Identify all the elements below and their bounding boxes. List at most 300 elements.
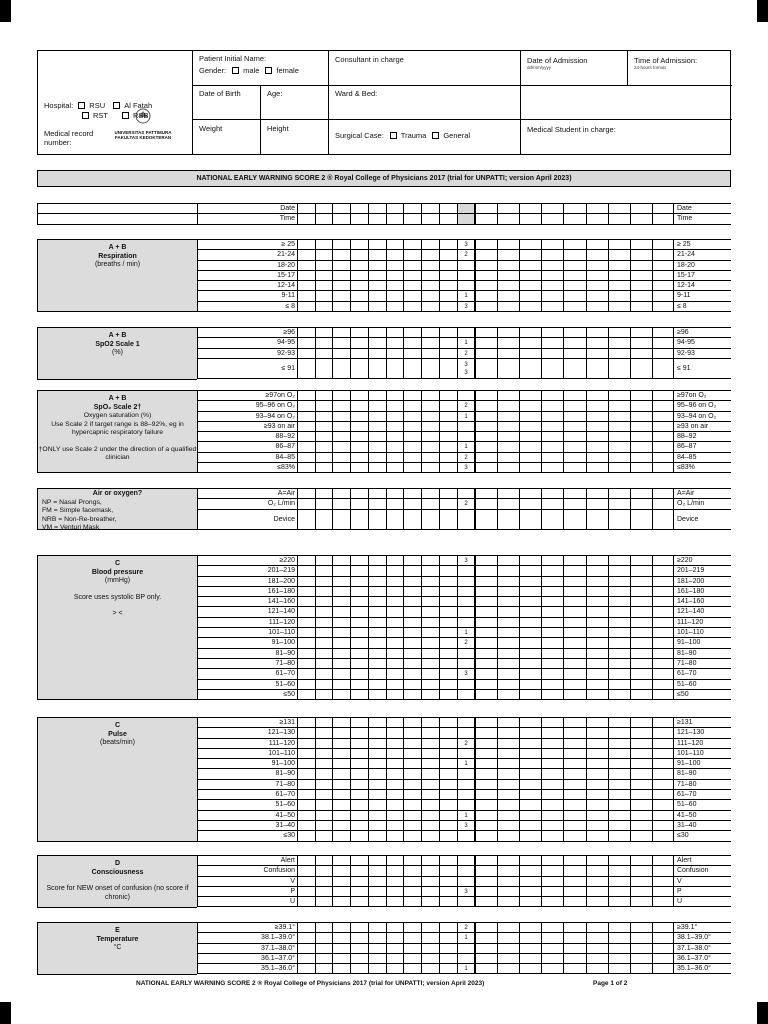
observation-cell[interactable] — [403, 933, 421, 942]
observation-cell[interactable] — [421, 204, 439, 213]
observation-cell[interactable] — [608, 328, 630, 337]
observation-cell[interactable] — [350, 359, 368, 379]
observation-cell[interactable] — [608, 739, 630, 748]
observation-cell[interactable] — [386, 618, 404, 627]
observation-cell[interactable] — [586, 250, 608, 259]
observation-cell[interactable] — [439, 204, 457, 213]
observation-cell[interactable] — [439, 790, 457, 799]
observation-cell[interactable] — [563, 790, 585, 799]
observation-cell[interactable] — [586, 556, 608, 565]
observation-cell[interactable] — [652, 649, 674, 658]
observation-cell[interactable] — [475, 769, 497, 778]
observation-cell[interactable] — [332, 866, 350, 875]
observation-cell[interactable] — [386, 954, 404, 963]
observation-cell[interactable] — [475, 933, 497, 942]
observation-cell[interactable] — [563, 628, 585, 637]
observation-cell[interactable] — [563, 669, 585, 678]
observation-cell[interactable] — [541, 240, 563, 249]
observation-cell[interactable] — [519, 302, 541, 311]
observation-cell[interactable] — [386, 944, 404, 953]
observation-cell[interactable] — [350, 422, 368, 431]
observation-cell[interactable] — [541, 432, 563, 441]
observation-cell[interactable] — [563, 649, 585, 658]
observation-cell[interactable] — [386, 933, 404, 942]
observation-cell[interactable] — [315, 499, 333, 508]
observation-cell[interactable] — [315, 204, 333, 213]
observation-cell[interactable] — [368, 271, 386, 280]
observation-cell[interactable] — [608, 453, 630, 462]
observation-cell[interactable] — [439, 359, 457, 379]
observation-cell[interactable] — [608, 638, 630, 647]
observation-cell[interactable] — [350, 780, 368, 789]
observation-cell[interactable] — [497, 669, 519, 678]
observation-cell[interactable] — [332, 338, 350, 347]
observation-cell[interactable] — [541, 499, 563, 508]
observation-cell[interactable] — [563, 281, 585, 290]
observation-cell[interactable] — [652, 597, 674, 606]
observation-cell[interactable] — [403, 204, 421, 213]
observation-cell[interactable] — [497, 499, 519, 508]
observation-cell[interactable] — [630, 811, 652, 820]
observation-cell[interactable] — [297, 607, 315, 616]
observation-cell[interactable] — [519, 821, 541, 830]
observation-cell[interactable] — [563, 442, 585, 451]
observation-cell[interactable] — [519, 790, 541, 799]
observation-cell[interactable] — [332, 453, 350, 462]
observation-cell[interactable] — [386, 759, 404, 768]
observation-cell[interactable] — [608, 271, 630, 280]
observation-cell[interactable] — [630, 328, 652, 337]
observation-cell[interactable] — [332, 250, 350, 259]
observation-cell[interactable] — [350, 800, 368, 809]
observation-cell[interactable] — [403, 587, 421, 596]
dob-field[interactable] — [192, 85, 260, 119]
observation-cell[interactable] — [586, 923, 608, 932]
observation-cell[interactable] — [386, 887, 404, 896]
observation-cell[interactable] — [541, 964, 563, 973]
observation-cell[interactable] — [497, 453, 519, 462]
observation-cell[interactable] — [315, 690, 333, 699]
observation-cell[interactable] — [368, 933, 386, 942]
observation-cell[interactable] — [497, 271, 519, 280]
observation-cell[interactable] — [630, 649, 652, 658]
observation-cell[interactable] — [368, 328, 386, 337]
observation-cell[interactable] — [497, 800, 519, 809]
observation-cell[interactable] — [608, 463, 630, 472]
observation-cell[interactable] — [541, 607, 563, 616]
observation-cell[interactable] — [652, 432, 674, 441]
observation-cell[interactable] — [541, 250, 563, 259]
observation-cell[interactable] — [497, 749, 519, 758]
observation-cell[interactable] — [315, 964, 333, 973]
observation-cell[interactable] — [630, 556, 652, 565]
observation-cell[interactable] — [297, 780, 315, 789]
female-checkbox[interactable] — [265, 67, 272, 74]
observation-cell[interactable] — [497, 628, 519, 637]
observation-cell[interactable] — [608, 401, 630, 410]
observation-cell[interactable] — [297, 897, 315, 906]
observation-cell[interactable] — [541, 556, 563, 565]
observation-cell[interactable] — [497, 877, 519, 886]
observation-cell[interactable] — [403, 718, 421, 727]
observation-cell[interactable] — [439, 214, 457, 223]
observation-cell[interactable] — [475, 659, 497, 668]
observation-cell[interactable] — [608, 728, 630, 737]
observation-cell[interactable] — [297, 964, 315, 973]
observation-cell[interactable] — [563, 338, 585, 347]
observation-cell[interactable] — [421, 887, 439, 896]
observation-cell[interactable] — [541, 214, 563, 223]
observation-cell[interactable] — [586, 291, 608, 300]
observation-cell[interactable] — [386, 680, 404, 689]
observation-cell[interactable] — [630, 597, 652, 606]
observation-cell[interactable] — [652, 391, 674, 400]
observation-cell[interactable] — [541, 510, 563, 530]
observation-cell[interactable] — [315, 349, 333, 358]
observation-cell[interactable] — [497, 240, 519, 249]
observation-cell[interactable] — [403, 866, 421, 875]
observation-cell[interactable] — [315, 769, 333, 778]
trauma-checkbox[interactable] — [390, 132, 397, 139]
observation-cell[interactable] — [297, 291, 315, 300]
observation-cell[interactable] — [403, 856, 421, 865]
observation-cell[interactable] — [421, 577, 439, 586]
observation-cell[interactable] — [652, 790, 674, 799]
observation-cell[interactable] — [519, 749, 541, 758]
observation-cell[interactable] — [332, 587, 350, 596]
observation-cell[interactable] — [368, 391, 386, 400]
observation-cell[interactable] — [297, 401, 315, 410]
observation-cell[interactable] — [541, 271, 563, 280]
observation-cell[interactable] — [519, 556, 541, 565]
observation-cell[interactable] — [541, 328, 563, 337]
observation-cell[interactable] — [332, 897, 350, 906]
observation-cell[interactable] — [563, 291, 585, 300]
observation-cell[interactable] — [368, 780, 386, 789]
observation-cell[interactable] — [315, 718, 333, 727]
observation-cell[interactable] — [541, 649, 563, 658]
observation-cell[interactable] — [297, 412, 315, 421]
observation-cell[interactable] — [563, 769, 585, 778]
observation-cell[interactable] — [439, 718, 457, 727]
observation-cell[interactable] — [608, 291, 630, 300]
observation-cell[interactable] — [475, 442, 497, 451]
observation-cell[interactable] — [475, 489, 497, 498]
observation-cell[interactable] — [563, 359, 585, 379]
observation-cell[interactable] — [350, 887, 368, 896]
observation-cell[interactable] — [652, 442, 674, 451]
observation-cell[interactable] — [297, 587, 315, 596]
observation-cell[interactable] — [315, 831, 333, 840]
observation-cell[interactable] — [519, 391, 541, 400]
observation-cell[interactable] — [297, 281, 315, 290]
observation-cell[interactable] — [403, 453, 421, 462]
hospital-rst-checkbox[interactable] — [82, 112, 89, 119]
observation-cell[interactable] — [403, 759, 421, 768]
observation-cell[interactable] — [630, 338, 652, 347]
observation-cell[interactable] — [586, 821, 608, 830]
observation-cell[interactable] — [439, 338, 457, 347]
observation-cell[interactable] — [439, 453, 457, 462]
observation-cell[interactable] — [541, 597, 563, 606]
observation-cell[interactable] — [439, 271, 457, 280]
observation-cell[interactable] — [630, 821, 652, 830]
observation-cell[interactable] — [541, 618, 563, 627]
observation-cell[interactable] — [315, 214, 333, 223]
observation-cell[interactable] — [421, 649, 439, 658]
observation-cell[interactable] — [297, 866, 315, 875]
observation-cell[interactable] — [350, 302, 368, 311]
observation-cell[interactable] — [497, 281, 519, 290]
observation-cell[interactable] — [519, 338, 541, 347]
observation-cell[interactable] — [630, 412, 652, 421]
observation-cell[interactable] — [421, 412, 439, 421]
observation-cell[interactable] — [475, 680, 497, 689]
observation-cell[interactable] — [297, 250, 315, 259]
observation-cell[interactable] — [439, 811, 457, 820]
observation-cell[interactable] — [421, 607, 439, 616]
observation-cell[interactable] — [608, 944, 630, 953]
observation-cell[interactable] — [368, 489, 386, 498]
observation-cell[interactable] — [475, 811, 497, 820]
observation-cell[interactable] — [403, 790, 421, 799]
observation-cell[interactable] — [332, 566, 350, 575]
observation-cell[interactable] — [315, 556, 333, 565]
observation-cell[interactable] — [497, 759, 519, 768]
observation-cell[interactable] — [630, 680, 652, 689]
observation-cell[interactable] — [608, 887, 630, 896]
observation-cell[interactable] — [350, 204, 368, 213]
observation-cell[interactable] — [652, 510, 674, 530]
observation-cell[interactable] — [563, 489, 585, 498]
observation-cell[interactable] — [315, 577, 333, 586]
observation-cell[interactable] — [475, 359, 497, 379]
observation-cell[interactable] — [403, 887, 421, 896]
observation-cell[interactable] — [350, 391, 368, 400]
observation-cell[interactable] — [439, 923, 457, 932]
observation-cell[interactable] — [475, 780, 497, 789]
observation-cell[interactable] — [519, 759, 541, 768]
hospital-alfatah-checkbox[interactable] — [113, 102, 120, 109]
observation-cell[interactable] — [421, 821, 439, 830]
observation-cell[interactable] — [403, 680, 421, 689]
observation-cell[interactable] — [652, 489, 674, 498]
observation-cell[interactable] — [497, 790, 519, 799]
observation-cell[interactable] — [368, 831, 386, 840]
observation-cell[interactable] — [608, 359, 630, 379]
observation-cell[interactable] — [608, 577, 630, 586]
observation-cell[interactable] — [541, 749, 563, 758]
observation-cell[interactable] — [652, 680, 674, 689]
observation-cell[interactable] — [630, 659, 652, 668]
observation-cell[interactable] — [586, 790, 608, 799]
observation-cell[interactable] — [563, 261, 585, 270]
observation-cell[interactable] — [297, 338, 315, 347]
observation-cell[interactable] — [519, 463, 541, 472]
observation-cell[interactable] — [563, 391, 585, 400]
observation-cell[interactable] — [475, 628, 497, 637]
observation-cell[interactable] — [315, 489, 333, 498]
observation-cell[interactable] — [608, 923, 630, 932]
observation-cell[interactable] — [350, 607, 368, 616]
observation-cell[interactable] — [541, 954, 563, 963]
observation-cell[interactable] — [586, 463, 608, 472]
observation-cell[interactable] — [421, 877, 439, 886]
observation-cell[interactable] — [332, 790, 350, 799]
observation-cell[interactable] — [439, 749, 457, 758]
ward-bed-field[interactable] — [328, 85, 520, 119]
observation-cell[interactable] — [541, 728, 563, 737]
observation-cell[interactable] — [403, 877, 421, 886]
observation-cell[interactable] — [439, 607, 457, 616]
observation-cell[interactable] — [608, 412, 630, 421]
observation-cell[interactable] — [439, 432, 457, 441]
observation-cell[interactable] — [386, 442, 404, 451]
observation-cell[interactable] — [350, 933, 368, 942]
observation-cell[interactable] — [332, 607, 350, 616]
observation-cell[interactable] — [332, 690, 350, 699]
observation-cell[interactable] — [421, 240, 439, 249]
observation-cell[interactable] — [519, 204, 541, 213]
observation-cell[interactable] — [297, 954, 315, 963]
observation-cell[interactable] — [332, 821, 350, 830]
observation-cell[interactable] — [332, 831, 350, 840]
observation-cell[interactable] — [541, 923, 563, 932]
observation-cell[interactable] — [519, 769, 541, 778]
observation-cell[interactable] — [386, 780, 404, 789]
observation-cell[interactable] — [608, 442, 630, 451]
observation-cell[interactable] — [368, 923, 386, 932]
observation-cell[interactable] — [368, 401, 386, 410]
observation-cell[interactable] — [297, 690, 315, 699]
observation-cell[interactable] — [563, 659, 585, 668]
observation-cell[interactable] — [350, 401, 368, 410]
observation-cell[interactable] — [608, 856, 630, 865]
observation-cell[interactable] — [421, 453, 439, 462]
observation-cell[interactable] — [439, 690, 457, 699]
observation-cell[interactable] — [332, 240, 350, 249]
observation-cell[interactable] — [421, 302, 439, 311]
observation-cell[interactable] — [315, 510, 333, 530]
observation-cell[interactable] — [350, 566, 368, 575]
observation-cell[interactable] — [497, 649, 519, 658]
observation-cell[interactable] — [586, 338, 608, 347]
observation-cell[interactable] — [586, 944, 608, 953]
observation-cell[interactable] — [563, 597, 585, 606]
observation-cell[interactable] — [519, 669, 541, 678]
observation-cell[interactable] — [297, 556, 315, 565]
observation-cell[interactable] — [630, 510, 652, 530]
observation-cell[interactable] — [586, 780, 608, 789]
observation-cell[interactable] — [297, 577, 315, 586]
observation-cell[interactable] — [586, 769, 608, 778]
observation-cell[interactable] — [403, 749, 421, 758]
observation-cell[interactable] — [586, 856, 608, 865]
observation-cell[interactable] — [403, 349, 421, 358]
observation-cell[interactable] — [541, 463, 563, 472]
observation-cell[interactable] — [421, 422, 439, 431]
observation-cell[interactable] — [421, 954, 439, 963]
observation-cell[interactable] — [630, 669, 652, 678]
observation-cell[interactable] — [421, 780, 439, 789]
observation-cell[interactable] — [497, 391, 519, 400]
observation-cell[interactable] — [497, 638, 519, 647]
observation-cell[interactable] — [332, 923, 350, 932]
observation-cell[interactable] — [368, 338, 386, 347]
observation-cell[interactable] — [350, 680, 368, 689]
observation-cell[interactable] — [475, 412, 497, 421]
observation-cell[interactable] — [421, 566, 439, 575]
observation-cell[interactable] — [586, 281, 608, 290]
observation-cell[interactable] — [403, 271, 421, 280]
observation-cell[interactable] — [386, 877, 404, 886]
observation-cell[interactable] — [652, 811, 674, 820]
observation-cell[interactable] — [608, 214, 630, 223]
observation-cell[interactable] — [497, 489, 519, 498]
observation-cell[interactable] — [421, 628, 439, 637]
observation-cell[interactable] — [332, 728, 350, 737]
observation-cell[interactable] — [586, 887, 608, 896]
observation-cell[interactable] — [630, 302, 652, 311]
observation-cell[interactable] — [563, 250, 585, 259]
observation-cell[interactable] — [368, 690, 386, 699]
observation-cell[interactable] — [297, 659, 315, 668]
observation-cell[interactable] — [563, 463, 585, 472]
observation-cell[interactable] — [497, 566, 519, 575]
observation-cell[interactable] — [497, 510, 519, 530]
observation-cell[interactable] — [350, 669, 368, 678]
observation-cell[interactable] — [652, 944, 674, 953]
observation-cell[interactable] — [519, 728, 541, 737]
observation-cell[interactable] — [386, 412, 404, 421]
observation-cell[interactable] — [332, 739, 350, 748]
observation-cell[interactable] — [652, 628, 674, 637]
observation-cell[interactable] — [519, 499, 541, 508]
observation-cell[interactable] — [439, 739, 457, 748]
observation-cell[interactable] — [350, 877, 368, 886]
observation-cell[interactable] — [586, 690, 608, 699]
observation-cell[interactable] — [332, 954, 350, 963]
observation-cell[interactable] — [475, 281, 497, 290]
observation-cell[interactable] — [386, 338, 404, 347]
observation-cell[interactable] — [386, 204, 404, 213]
observation-cell[interactable] — [519, 628, 541, 637]
observation-cell[interactable] — [403, 442, 421, 451]
observation-cell[interactable] — [350, 442, 368, 451]
observation-cell[interactable] — [403, 214, 421, 223]
observation-cell[interactable] — [421, 728, 439, 737]
observation-cell[interactable] — [403, 954, 421, 963]
observation-cell[interactable] — [403, 618, 421, 627]
observation-cell[interactable] — [439, 349, 457, 358]
observation-cell[interactable] — [475, 618, 497, 627]
observation-cell[interactable] — [421, 338, 439, 347]
observation-cell[interactable] — [350, 463, 368, 472]
observation-cell[interactable] — [541, 800, 563, 809]
observation-cell[interactable] — [368, 204, 386, 213]
observation-cell[interactable] — [332, 261, 350, 270]
observation-cell[interactable] — [519, 442, 541, 451]
observation-cell[interactable] — [368, 349, 386, 358]
observation-cell[interactable] — [403, 489, 421, 498]
general-checkbox[interactable] — [432, 132, 439, 139]
observation-cell[interactable] — [475, 240, 497, 249]
observation-cell[interactable] — [368, 250, 386, 259]
observation-cell[interactable] — [350, 649, 368, 658]
observation-cell[interactable] — [315, 897, 333, 906]
observation-cell[interactable] — [608, 499, 630, 508]
observation-cell[interactable] — [439, 628, 457, 637]
